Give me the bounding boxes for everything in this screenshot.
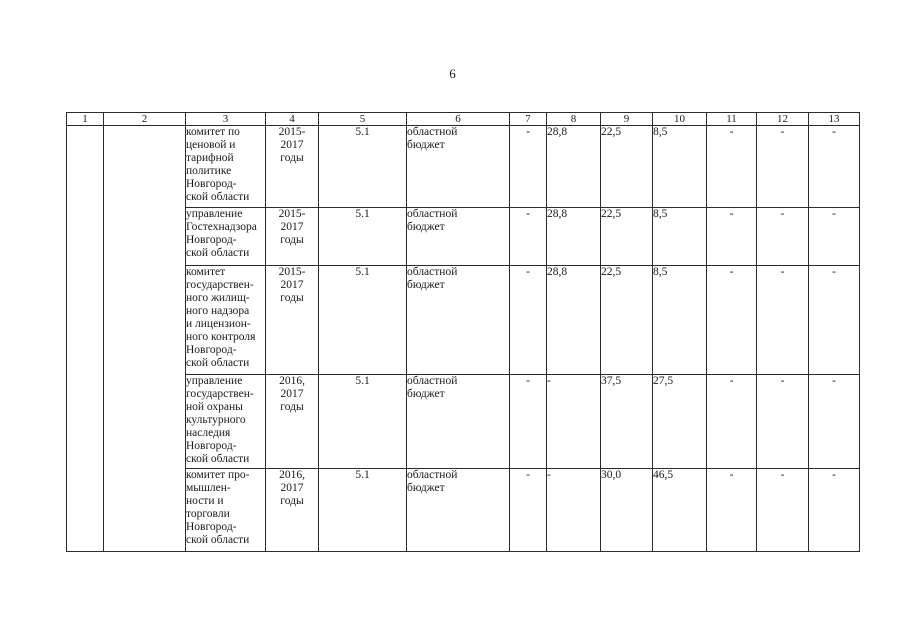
code-cell: 5.1: [319, 375, 407, 469]
org-name-cell-line: комитет по: [186, 126, 240, 138]
col-9-cell: 22,5: [601, 126, 653, 208]
col-header-8: 8: [547, 113, 601, 126]
org-name-cell-line: комитет про-: [186, 469, 250, 481]
col-header-5: 5: [319, 113, 407, 126]
years-cell: [266, 266, 319, 375]
org-name-cell-line: комитет: [186, 266, 226, 278]
years-cell-line: 2017: [280, 388, 304, 400]
org-name-cell-line: ценовой и: [186, 139, 236, 151]
org-name-cell: [186, 469, 266, 552]
years-cell: [266, 126, 319, 208]
data-table: [66, 112, 860, 552]
org-name-cell-line: наследия: [186, 427, 231, 439]
col-11-cell: -: [707, 126, 757, 208]
table-row: [67, 469, 860, 552]
org-name-cell-line: ской области: [186, 357, 250, 369]
years-cell-line: 2017: [280, 221, 304, 233]
funding-source-cell-line: областной: [407, 375, 458, 387]
years-cell-line: 2017: [280, 482, 304, 494]
table-row: [67, 208, 860, 266]
years-cell: [266, 469, 319, 552]
col-header-12: 12: [757, 113, 809, 126]
funding-source-cell-line: бюджет: [407, 279, 445, 291]
col-header-6: 6: [407, 113, 510, 126]
col-12-cell: -: [757, 208, 809, 266]
years-cell-line: годы: [280, 292, 304, 304]
col-8-cell: 28,8: [547, 208, 601, 266]
col-2-cell: [104, 126, 186, 552]
funding-source-cell: [407, 266, 510, 375]
col-13-cell: -: [809, 375, 860, 469]
table-row: [67, 375, 860, 469]
org-name-cell-line: ской области: [186, 247, 250, 259]
header-row: [67, 113, 860, 126]
col-header-1: 1: [67, 113, 104, 126]
col-8-cell: 28,8: [547, 126, 601, 208]
col-9-cell: 30,0: [601, 469, 653, 552]
code-cell: 5.1: [319, 208, 407, 266]
col-header-7: 7: [510, 113, 547, 126]
col-7-cell: -: [510, 126, 547, 208]
col-12-cell: -: [757, 266, 809, 375]
col-11-cell: -: [707, 469, 757, 552]
funding-source-cell-line: областной: [407, 126, 458, 138]
org-name-cell-line: ного жилищ-: [186, 292, 250, 304]
col-12-cell: -: [757, 375, 809, 469]
org-name-cell-line: тарифной: [186, 152, 234, 164]
col-header-13: 13: [809, 113, 860, 126]
col-12-cell: -: [757, 469, 809, 552]
funding-source-cell-line: бюджет: [407, 139, 445, 151]
funding-source-cell-line: областной: [407, 208, 458, 220]
years-cell-line: 2017: [280, 279, 304, 291]
org-name-cell-line: Новгород-: [186, 234, 237, 246]
funding-source-cell: [407, 208, 510, 266]
table-row: [67, 266, 860, 375]
col-8-cell: 28,8: [547, 266, 601, 375]
col-8-cell: -: [547, 469, 601, 552]
col-10-cell: 8,5: [653, 208, 707, 266]
years-cell-line: 2016,: [279, 469, 305, 481]
col-10-cell: 8,5: [653, 266, 707, 375]
years-cell-line: годы: [280, 234, 304, 246]
org-name-cell-line: культурного: [186, 414, 246, 426]
table-row: [67, 126, 860, 208]
org-name-cell-line: ной охраны: [186, 401, 243, 413]
page-number: 6: [449, 66, 456, 81]
org-name-cell-line: Новгород-: [186, 440, 237, 452]
org-name-cell-line: мышлен-: [186, 482, 231, 494]
funding-source-cell: [407, 469, 510, 552]
col-13-cell: -: [809, 266, 860, 375]
org-name-cell-line: управление: [186, 208, 243, 220]
org-name-cell-line: государствен-: [186, 279, 254, 291]
col-13-cell: -: [809, 469, 860, 552]
org-name-cell-line: управление: [186, 375, 243, 387]
col-9-cell: 22,5: [601, 208, 653, 266]
org-name-cell-line: ской области: [186, 534, 250, 546]
col-12-cell: -: [757, 126, 809, 208]
funding-source-cell: [407, 375, 510, 469]
funding-source-cell-line: бюджет: [407, 388, 445, 400]
org-name-cell-line: ного надзора: [186, 305, 250, 317]
years-cell-line: 2015-: [278, 266, 306, 278]
years-cell-line: годы: [280, 401, 304, 413]
years-cell-line: 2016,: [279, 375, 305, 387]
col-13-cell: -: [809, 126, 860, 208]
col-header-9: 9: [601, 113, 653, 126]
col-header-4: 4: [266, 113, 319, 126]
org-name-cell-line: Новгород-: [186, 344, 237, 356]
col-1-cell: [67, 126, 104, 552]
org-name-cell-line: торговли: [186, 508, 230, 520]
code-cell: 5.1: [319, 126, 407, 208]
org-name-cell-line: политике: [186, 165, 232, 177]
col-9-cell: 22,5: [601, 266, 653, 375]
col-7-cell: -: [510, 266, 547, 375]
funding-source-cell-line: бюджет: [407, 482, 445, 494]
org-name-cell-line: ской области: [186, 453, 250, 465]
col-11-cell: -: [707, 266, 757, 375]
org-name-cell-line: и лицензион-: [186, 318, 251, 330]
col-7-cell: -: [510, 208, 547, 266]
org-name-cell-line: ской области: [186, 191, 250, 203]
years-cell-line: годы: [280, 152, 304, 164]
funding-source-cell-line: областной: [407, 266, 458, 278]
code-cell: 5.1: [319, 266, 407, 375]
org-name-cell: [186, 208, 266, 266]
col-10-cell: 27,5: [653, 375, 707, 469]
col-8-cell: -: [547, 375, 601, 469]
org-name-cell-line: Гостехнадзора: [186, 221, 257, 233]
years-cell-line: 2017: [280, 139, 304, 151]
col-7-cell: -: [510, 469, 547, 552]
col-13-cell: -: [809, 208, 860, 266]
funding-source-cell-line: бюджет: [407, 221, 445, 233]
org-name-cell-line: ности и: [186, 495, 224, 507]
col-header-2: 2: [104, 113, 186, 126]
org-name-cell: [186, 126, 266, 208]
col-10-cell: 46,5: [653, 469, 707, 552]
years-cell-line: 2015-: [278, 126, 306, 138]
years-cell: [266, 375, 319, 469]
org-name-cell-line: государствен-: [186, 388, 254, 400]
years-cell: [266, 208, 319, 266]
col-header-11: 11: [707, 113, 757, 126]
col-header-10: 10: [653, 113, 707, 126]
funding-source-cell-line: областной: [407, 469, 458, 481]
funding-source-cell: [407, 126, 510, 208]
col-11-cell: -: [707, 208, 757, 266]
org-name-cell: [186, 375, 266, 469]
org-name-cell-line: ного контроля: [186, 331, 256, 343]
col-header-3: 3: [186, 113, 266, 126]
org-name-cell-line: Новгород-: [186, 178, 237, 190]
col-11-cell: -: [707, 375, 757, 469]
col-7-cell: -: [510, 375, 547, 469]
years-cell-line: 2015-: [278, 208, 306, 220]
org-name-cell: [186, 266, 266, 375]
org-name-cell-line: Новгород-: [186, 521, 237, 533]
col-10-cell: 8,5: [653, 126, 707, 208]
col-9-cell: 37,5: [601, 375, 653, 469]
code-cell: 5.1: [319, 469, 407, 552]
years-cell-line: годы: [280, 495, 304, 507]
